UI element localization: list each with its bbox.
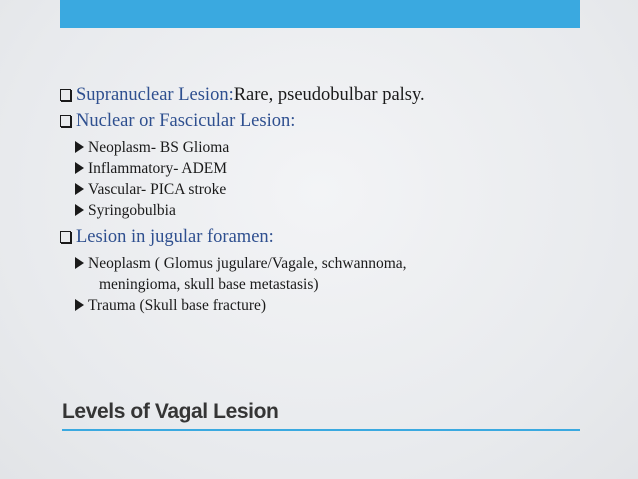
sub-bullet-text: Trauma (Skull base fracture)	[88, 297, 267, 314]
bullet-text: Rare, pseudobulbar palsy.	[233, 85, 425, 105]
sub-bullet	[60, 179, 620, 200]
sub-bullet-text: Neoplasm ( Glomus jugulare/Vagale, schwannoma,	[88, 255, 407, 272]
top-accent-band	[60, 0, 580, 28]
checkbox-bullet-icon	[60, 115, 71, 127]
sub-bullet-text: meningioma, skull base metastasis)	[99, 276, 319, 293]
arrow-bullet-icon	[75, 204, 84, 216]
sub-bullet	[60, 137, 620, 158]
arrow-bullet-icon	[75, 183, 84, 195]
arrow-bullet-icon	[75, 162, 84, 174]
sub-bullet	[60, 253, 620, 274]
sub-bullet-text: Inflammatory- ADEM	[88, 160, 228, 177]
bullet-jugular-foramen	[60, 224, 620, 250]
bullet-label: Supranuclear Lesion:	[76, 85, 234, 105]
sub-bullet	[60, 295, 620, 316]
arrow-bullet-icon	[75, 299, 84, 311]
sub-bullet-text: Neoplasm- BS Glioma	[88, 139, 230, 156]
checkbox-bullet-icon	[60, 231, 71, 243]
bullet-list	[60, 82, 620, 316]
bullet-label: Nuclear or Fascicular Lesion:	[76, 111, 296, 131]
checkbox-bullet-icon	[60, 89, 71, 101]
bullet-nuclear	[60, 108, 620, 134]
title-underline	[62, 429, 580, 431]
arrow-bullet-icon	[75, 257, 84, 269]
arrow-bullet-icon	[75, 141, 84, 153]
slide-title: Levels of Vagal Lesion	[62, 400, 279, 423]
sub-bullet	[60, 158, 620, 179]
sub-bullet	[60, 200, 620, 221]
bullet-supranuclear	[60, 82, 620, 108]
sub-bullet-text: Syringobulbia	[88, 202, 176, 219]
sub-bullet-text: Vascular- PICA stroke	[88, 181, 227, 198]
sub-bullet-continuation	[60, 274, 620, 295]
bullet-label: Lesion in jugular foramen:	[76, 227, 274, 247]
